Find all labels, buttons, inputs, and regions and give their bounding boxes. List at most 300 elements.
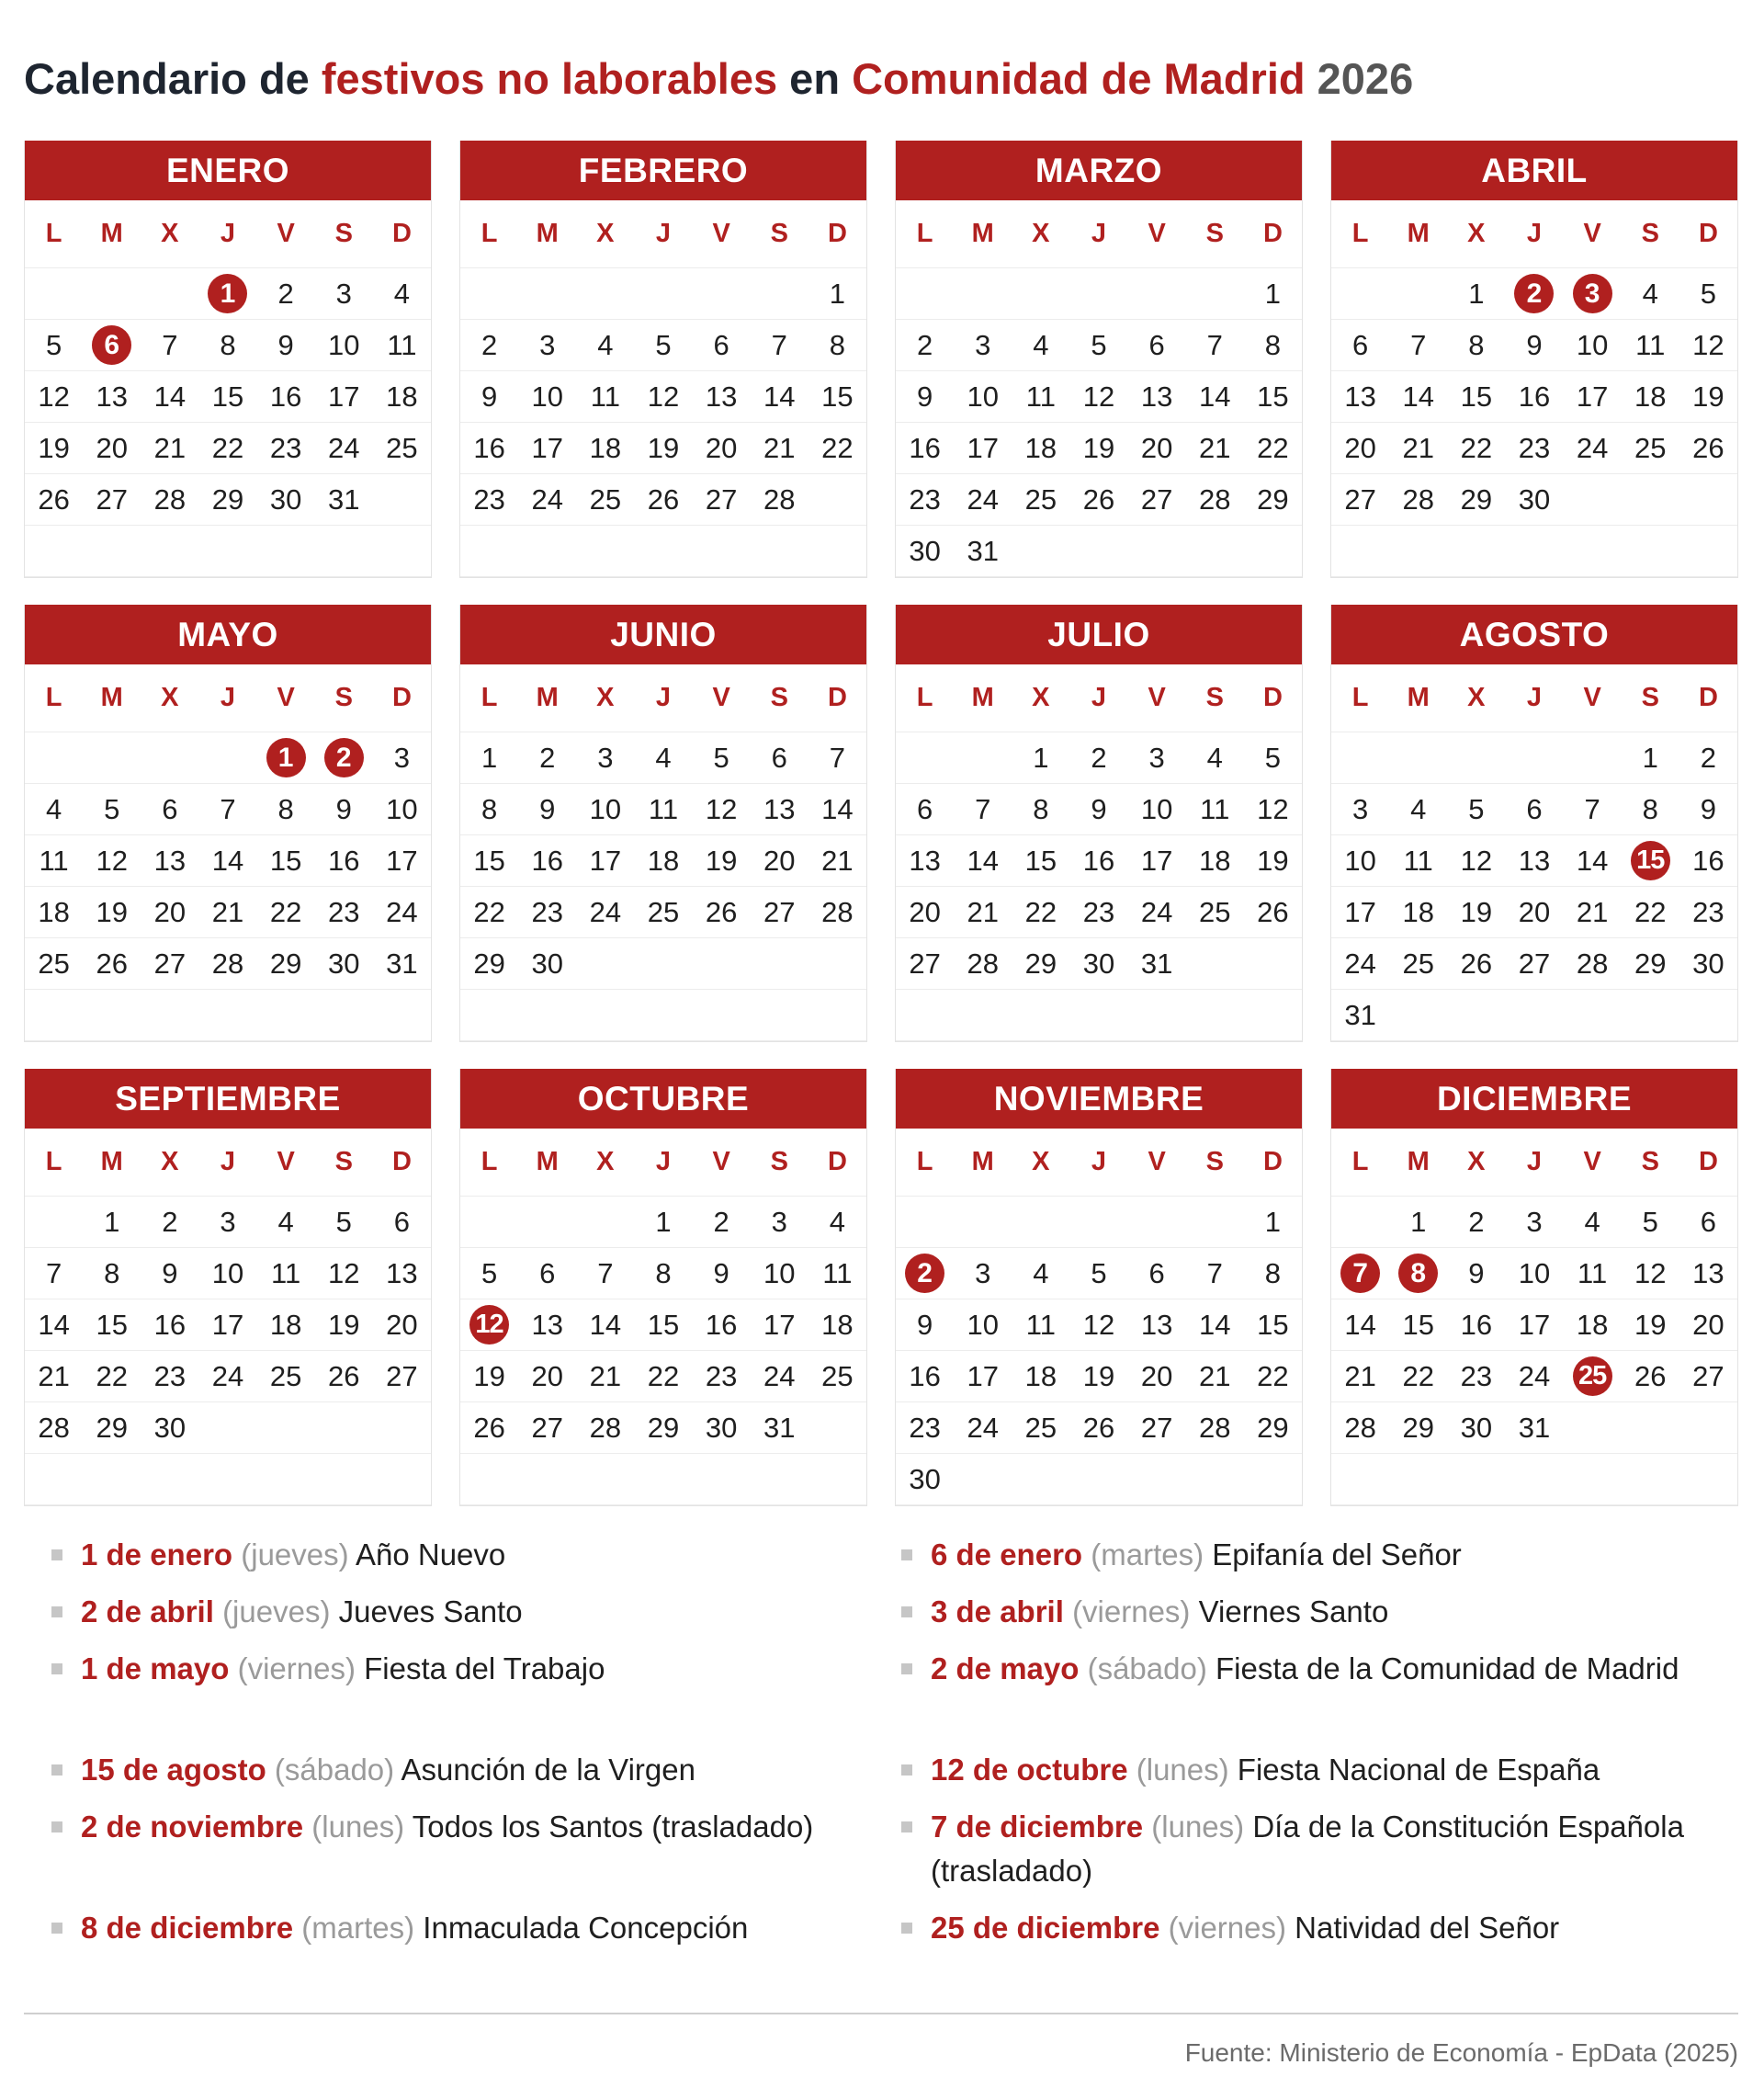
- day-cell: 27: [1692, 1359, 1724, 1392]
- day-cell: 23: [1460, 1359, 1493, 1392]
- day-cell: 29: [1460, 482, 1493, 516]
- empty-cell: [315, 526, 373, 576]
- day-cell: 20: [1140, 1359, 1173, 1392]
- day-cell: 3: [771, 1205, 787, 1238]
- legend-item: [901, 1590, 1710, 1634]
- day-cell: 1: [1468, 277, 1485, 310]
- day-cell: 7: [220, 792, 236, 825]
- day-cell: 4: [655, 741, 672, 774]
- day-cell: 15: [647, 1308, 680, 1341]
- day-cell: 14: [821, 792, 854, 825]
- weekday-label: X: [596, 1147, 615, 1176]
- weekday-label: X: [1032, 1147, 1050, 1176]
- day-cell: 20: [763, 844, 796, 877]
- month-header: JULIO: [896, 605, 1302, 664]
- day-cell: 9: [1526, 328, 1543, 361]
- weekday-label: S: [1641, 683, 1659, 712]
- day-cell: 13: [1344, 380, 1376, 413]
- day-cell: 10: [1576, 328, 1609, 361]
- day-cell: 10: [1140, 792, 1173, 825]
- day-cell: 19: [473, 1359, 505, 1392]
- empty-cell: [315, 1454, 373, 1504]
- weekday-label: S: [334, 219, 353, 248]
- month-header: NOVIEMBRE: [896, 1069, 1302, 1129]
- week-row: [25, 423, 431, 474]
- empty-cell: [954, 1454, 1012, 1504]
- day-cell: 2: [481, 328, 498, 361]
- weekday-label: M: [1407, 219, 1430, 248]
- day-cell: 24: [328, 431, 360, 464]
- weekday-label: X: [1467, 219, 1486, 248]
- day-cell: 4: [1206, 741, 1223, 774]
- day-cell: 14: [763, 380, 796, 413]
- day-cell: 5: [713, 741, 729, 774]
- day-cell: 31: [1140, 947, 1173, 980]
- week-row: [460, 526, 866, 577]
- day-cell: 19: [705, 844, 738, 877]
- holiday-marker: 12: [469, 1305, 509, 1344]
- weekday-label: X: [1467, 683, 1486, 712]
- day-cell: 18: [1634, 380, 1667, 413]
- day-cell: 5: [1264, 741, 1282, 774]
- weekday-label: D: [1698, 219, 1718, 248]
- day-cell: 20: [1692, 1308, 1724, 1341]
- empty-cell: [1069, 1197, 1127, 1247]
- day-cell: 11: [648, 792, 679, 825]
- day-cell: 5: [481, 1256, 498, 1289]
- bullet-icon: [51, 1549, 62, 1560]
- empty-cell: [83, 990, 141, 1040]
- month-junio: [459, 605, 867, 1042]
- weekday-label: M: [536, 219, 559, 248]
- day-cell: 25: [1024, 1411, 1057, 1444]
- weekday-label: L: [1351, 1147, 1369, 1176]
- day-cell: 18: [269, 1308, 302, 1341]
- legend-holiday-name: Fiesta de la Comunidad de Madrid: [1216, 1651, 1679, 1685]
- holiday-day: [315, 732, 373, 783]
- empty-cell: [1622, 990, 1679, 1040]
- day-cell: 27: [1344, 482, 1376, 516]
- day-cell: 4: [45, 792, 62, 825]
- day-cell: 4: [277, 1205, 294, 1238]
- empty-cell: [315, 1402, 373, 1453]
- empty-cell: [808, 990, 866, 1040]
- day-cell: 28: [1576, 947, 1609, 980]
- week-row: [460, 1248, 866, 1299]
- weekday-label: X: [596, 219, 615, 248]
- week-row: [25, 474, 431, 526]
- day-cell: 14: [1199, 380, 1231, 413]
- day-cell: 3: [975, 1256, 991, 1289]
- empty-cell: [1186, 1454, 1244, 1504]
- week-row: [896, 1454, 1302, 1505]
- day-cell: 30: [269, 482, 302, 516]
- empty-cell: [634, 526, 692, 576]
- day-cell: 27: [96, 482, 128, 516]
- legend-holiday-name: Año Nuevo: [355, 1537, 506, 1571]
- empty-cell: [751, 526, 808, 576]
- month-header: ABRIL: [1331, 141, 1737, 200]
- day-cell: 29: [1024, 947, 1057, 980]
- weekday-label: S: [770, 1147, 788, 1176]
- empty-cell: [1186, 938, 1244, 989]
- day-cell: 12: [96, 844, 128, 877]
- weekday-label: J: [1526, 219, 1543, 248]
- week-row: [896, 1402, 1302, 1454]
- day-cell: 14: [211, 844, 244, 877]
- month-noviembre: [895, 1069, 1303, 1506]
- empty-cell: [1447, 1454, 1505, 1504]
- week-row: [1331, 990, 1737, 1041]
- day-cell: 19: [328, 1308, 360, 1341]
- week-row: [25, 526, 431, 577]
- week-row: [460, 423, 866, 474]
- day-cell: 1: [104, 1205, 120, 1238]
- day-cell: 20: [153, 895, 187, 928]
- day-cell: 18: [38, 895, 70, 928]
- day-cell: 8: [655, 1256, 672, 1289]
- holiday-day: [1505, 268, 1563, 319]
- day-cell: 19: [38, 431, 70, 464]
- month-mayo: [24, 605, 432, 1042]
- bullet-icon: [901, 1764, 912, 1776]
- weekday-label: V: [1148, 219, 1166, 248]
- week-row: [896, 784, 1302, 835]
- month-diciembre: [1330, 1069, 1738, 1506]
- month-marzo: [895, 141, 1303, 578]
- day-cell: 1: [1642, 741, 1658, 774]
- day-cell: 25: [1199, 895, 1231, 928]
- day-cell: 23: [1692, 895, 1724, 928]
- holiday-day: [257, 732, 315, 783]
- day-cell: 16: [705, 1308, 738, 1341]
- weekday-label: D: [1262, 219, 1283, 248]
- holiday-marker: 1: [266, 738, 306, 777]
- empty-cell: [1331, 526, 1389, 576]
- day-cell: 11: [1200, 792, 1230, 825]
- weekday-label: V: [1583, 1147, 1601, 1176]
- day-cell: 15: [1024, 844, 1057, 877]
- empty-cell: [576, 526, 634, 576]
- empty-cell: [1622, 526, 1679, 576]
- week-row: [460, 1197, 866, 1248]
- week-row: [25, 320, 431, 371]
- day-cell: 16: [531, 844, 563, 877]
- day-cell: 13: [763, 792, 796, 825]
- week-row: [25, 784, 431, 835]
- weekday-label: J: [1091, 219, 1107, 248]
- day-cell: 19: [1082, 431, 1115, 464]
- day-cell: 23: [153, 1359, 187, 1392]
- day-cell: 2: [1700, 741, 1717, 774]
- empty-cell: [83, 732, 141, 783]
- month-header: OCTUBRE: [460, 1069, 866, 1129]
- day-cell: 19: [1460, 895, 1493, 928]
- day-cell: 18: [1024, 1359, 1057, 1392]
- weekday-label: M: [536, 683, 559, 712]
- day-cell: 3: [1526, 1205, 1543, 1238]
- day-cell: 16: [909, 431, 941, 464]
- day-cell: 18: [647, 844, 680, 877]
- day-cell: 4: [597, 328, 614, 361]
- weekday-label: D: [1698, 683, 1718, 712]
- empty-cell: [808, 1454, 866, 1504]
- bullet-icon: [51, 1821, 62, 1832]
- day-cell: 16: [1692, 844, 1724, 877]
- day-cell: 8: [1264, 328, 1282, 361]
- holiday-marker: 7: [1340, 1254, 1380, 1293]
- holiday-marker: 2: [905, 1254, 944, 1293]
- day-cell: 10: [589, 792, 622, 825]
- weekday-label: D: [391, 219, 412, 248]
- day-cell: 30: [705, 1411, 738, 1444]
- legend-holiday-name: Asunción de la Virgen: [401, 1753, 695, 1787]
- empty-cell: [1244, 938, 1302, 989]
- day-cell: 3: [220, 1205, 236, 1238]
- day-cell: 17: [967, 1359, 999, 1392]
- legend-text: [901, 1805, 1710, 1893]
- day-cell: 5: [1468, 792, 1485, 825]
- empty-cell: [518, 1454, 576, 1504]
- weekday-label: J: [655, 1147, 672, 1176]
- legend-holiday-name: Viernes Santo: [1198, 1594, 1389, 1628]
- weekday-label: S: [1641, 1147, 1659, 1176]
- empty-cell: [460, 1454, 518, 1504]
- week-row: [896, 887, 1302, 938]
- week-row: [896, 474, 1302, 526]
- weekday-label: S: [1205, 683, 1224, 712]
- day-cell: 26: [1082, 1411, 1115, 1444]
- empty-cell: [460, 1197, 518, 1247]
- empty-cell: [954, 732, 1012, 783]
- holiday-day: [198, 268, 256, 319]
- weekday-label: V: [712, 219, 730, 248]
- weekday-row: [896, 200, 1302, 268]
- weekday-label: D: [391, 1147, 412, 1176]
- week-row: [896, 938, 1302, 990]
- day-cell: 6: [393, 1205, 411, 1238]
- day-cell: 5: [1700, 277, 1717, 310]
- day-cell: 4: [1642, 277, 1658, 310]
- day-cell: 6: [916, 792, 933, 825]
- day-cell: 25: [1024, 482, 1057, 516]
- legend-weekday: (viernes): [237, 1651, 356, 1685]
- day-cell: 15: [1460, 380, 1493, 413]
- empty-cell: [1564, 526, 1622, 576]
- weekday-label: S: [1205, 1147, 1224, 1176]
- day-cell: 8: [829, 328, 846, 361]
- week-row: [460, 1351, 866, 1402]
- day-cell: 28: [821, 895, 854, 928]
- legend-weekday: (viernes): [1168, 1911, 1286, 1945]
- month-grid: [25, 1129, 431, 1505]
- day-cell: 6: [771, 741, 787, 774]
- bullet-icon: [51, 1923, 62, 1934]
- day-cell: 2: [277, 277, 294, 310]
- empty-cell: [1679, 990, 1737, 1040]
- day-cell: 14: [589, 1308, 622, 1341]
- week-row: [460, 887, 866, 938]
- day-cell: 30: [1692, 947, 1724, 980]
- empty-cell: [896, 732, 954, 783]
- day-cell: 7: [45, 1256, 62, 1289]
- legend-item: [51, 1647, 878, 1691]
- week-row: [460, 1402, 866, 1454]
- empty-cell: [1679, 526, 1737, 576]
- weekday-label: L: [1351, 683, 1369, 712]
- day-cell: 25: [647, 895, 680, 928]
- day-cell: 20: [1344, 431, 1376, 464]
- day-cell: 2: [713, 1205, 729, 1238]
- day-cell: 6: [539, 1256, 556, 1289]
- legend-text: [51, 1590, 878, 1634]
- legend-date: 25 de diciembre: [931, 1911, 1160, 1945]
- weekday-label: D: [1262, 683, 1283, 712]
- legend-weekday: (sábado): [1087, 1651, 1207, 1685]
- day-cell: 4: [1033, 328, 1049, 361]
- weekday-label: V: [1583, 219, 1601, 248]
- day-cell: 21: [211, 895, 244, 928]
- day-cell: 2: [916, 328, 933, 361]
- week-row: [896, 268, 1302, 320]
- day-cell: 31: [386, 947, 418, 980]
- day-cell: 14: [153, 380, 187, 413]
- day-cell: 29: [1634, 947, 1667, 980]
- day-cell: 13: [909, 844, 941, 877]
- day-cell: 10: [328, 328, 360, 361]
- week-row: [25, 1248, 431, 1299]
- day-cell: 25: [589, 482, 622, 516]
- day-cell: 29: [211, 482, 244, 516]
- page-title: [24, 53, 1413, 104]
- day-cell: 24: [1140, 895, 1173, 928]
- day-cell: 30: [153, 1411, 187, 1444]
- week-row: [896, 371, 1302, 423]
- day-cell: 28: [763, 482, 796, 516]
- month-grid: [1331, 200, 1737, 577]
- holiday-day: [1564, 268, 1622, 319]
- week-row: [896, 526, 1302, 577]
- day-cell: 11: [271, 1256, 301, 1289]
- empty-cell: [141, 268, 198, 319]
- day-cell: 23: [909, 1411, 941, 1444]
- day-cell: 12: [705, 792, 738, 825]
- legend-item: [51, 1748, 878, 1792]
- day-cell: 25: [1402, 947, 1434, 980]
- empty-cell: [576, 990, 634, 1040]
- empty-cell: [751, 990, 808, 1040]
- day-cell: 9: [713, 1256, 729, 1289]
- weekday-label: S: [334, 1147, 353, 1176]
- day-cell: 12: [1257, 792, 1289, 825]
- legend-holiday-name: Natividad del Señor: [1295, 1911, 1560, 1945]
- day-cell: 18: [1024, 431, 1057, 464]
- day-cell: 6: [1700, 1205, 1717, 1238]
- week-row: [460, 371, 866, 423]
- day-cell: 11: [1025, 380, 1056, 413]
- weekday-label: M: [1407, 1147, 1430, 1176]
- day-cell: 21: [38, 1359, 70, 1392]
- day-cell: 16: [269, 380, 302, 413]
- day-cell: 11: [387, 328, 417, 361]
- empty-cell: [1186, 990, 1244, 1040]
- day-cell: 20: [386, 1308, 418, 1341]
- week-row: [896, 990, 1302, 1041]
- week-row: [1331, 732, 1737, 784]
- empty-cell: [1331, 732, 1389, 783]
- day-cell: 17: [1576, 380, 1609, 413]
- day-cell: 22: [96, 1359, 128, 1392]
- empty-cell: [1505, 1454, 1563, 1504]
- day-cell: 24: [763, 1359, 796, 1392]
- weekday-label: X: [161, 1147, 179, 1176]
- weekday-label: S: [770, 683, 788, 712]
- weekday-label: J: [655, 219, 672, 248]
- week-row: [25, 1402, 431, 1454]
- weekday-label: D: [1698, 1147, 1718, 1176]
- weekday-row: [25, 1129, 431, 1197]
- day-cell: 1: [1410, 1205, 1427, 1238]
- month-julio: [895, 605, 1303, 1042]
- day-cell: 8: [1033, 792, 1049, 825]
- day-cell: 3: [1351, 792, 1369, 825]
- day-cell: 15: [96, 1308, 128, 1341]
- day-cell: 25: [821, 1359, 854, 1392]
- empty-cell: [693, 990, 751, 1040]
- legend-holiday-name: Jueves Santo: [338, 1594, 523, 1628]
- day-cell: 16: [153, 1308, 187, 1341]
- weekday-label: L: [481, 1147, 498, 1176]
- empty-cell: [1128, 268, 1186, 319]
- empty-cell: [1622, 1454, 1679, 1504]
- holiday-day: [1389, 1248, 1447, 1299]
- day-cell: 13: [1140, 1308, 1173, 1341]
- day-cell: 24: [1576, 431, 1609, 464]
- day-cell: 29: [1257, 482, 1289, 516]
- holiday-day: [1622, 835, 1679, 886]
- empty-cell: [25, 1454, 83, 1504]
- day-cell: 21: [1199, 431, 1231, 464]
- day-cell: 12: [38, 380, 70, 413]
- day-cell: 11: [1635, 328, 1666, 361]
- weekday-label: S: [770, 219, 788, 248]
- empty-cell: [198, 526, 256, 576]
- day-cell: 14: [1199, 1308, 1231, 1341]
- day-cell: 1: [1264, 277, 1282, 310]
- day-cell: 17: [531, 431, 563, 464]
- empty-cell: [693, 268, 751, 319]
- day-cell: 13: [531, 1308, 563, 1341]
- holiday-day: [83, 320, 141, 370]
- week-row: [1331, 784, 1737, 835]
- empty-cell: [1012, 1197, 1069, 1247]
- legend-item: [901, 1748, 1710, 1792]
- day-cell: 11: [39, 844, 69, 877]
- weekday-label: M: [536, 1147, 559, 1176]
- bullet-icon: [51, 1663, 62, 1674]
- empty-cell: [808, 1402, 866, 1453]
- day-cell: 11: [590, 380, 620, 413]
- legend-holiday-name: Epifanía del Señor: [1212, 1537, 1462, 1571]
- week-row: [460, 732, 866, 784]
- empty-cell: [1447, 732, 1505, 783]
- month-enero: [24, 141, 432, 578]
- day-cell: 8: [277, 792, 294, 825]
- weekday-label: J: [220, 219, 236, 248]
- day-cell: 12: [1082, 380, 1115, 413]
- bullet-icon: [901, 1663, 912, 1674]
- week-row: [460, 835, 866, 887]
